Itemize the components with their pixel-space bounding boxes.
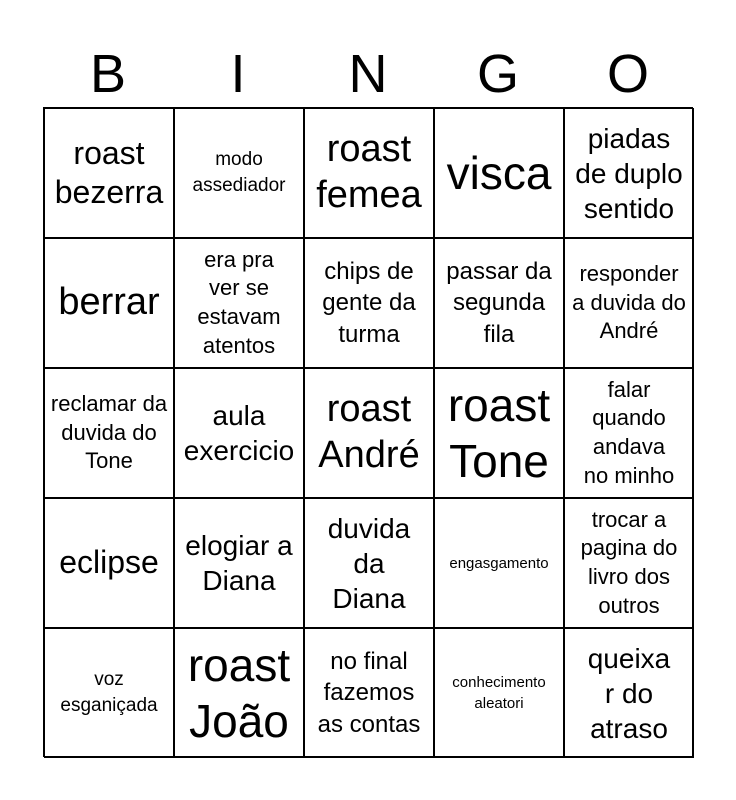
bingo-cell[interactable] bbox=[44, 368, 174, 498]
bingo-cell-text: voz esganiçada bbox=[60, 668, 158, 716]
bingo-header bbox=[43, 40, 693, 108]
bingo-cell-text: piadas de duplo sentido bbox=[575, 122, 683, 224]
bingo-cell[interactable] bbox=[434, 498, 564, 628]
bingo-cell-text: no final fazemos as contas bbox=[317, 648, 421, 738]
bingo-cell[interactable] bbox=[174, 238, 304, 368]
bingo-cell[interactable] bbox=[564, 108, 694, 238]
bingo-cell[interactable] bbox=[174, 368, 304, 498]
bingo-cell-text: roast André bbox=[318, 388, 420, 476]
bingo-cell[interactable] bbox=[44, 628, 174, 758]
bingo-cell[interactable] bbox=[304, 368, 434, 498]
bingo-cell-text: responder a duvida do André bbox=[572, 261, 686, 344]
bingo-cell-text: modo assediador bbox=[192, 148, 286, 196]
bingo-cell[interactable] bbox=[304, 498, 434, 628]
bingo-cell[interactable] bbox=[564, 368, 694, 498]
header-letter-n: N bbox=[348, 44, 388, 104]
bingo-cell[interactable] bbox=[564, 238, 694, 368]
bingo-cell-text: queixar do atraso bbox=[587, 642, 671, 744]
bingo-cell[interactable] bbox=[304, 238, 434, 368]
bingo-cell[interactable] bbox=[174, 108, 304, 238]
bingo-cell[interactable] bbox=[44, 498, 174, 628]
bingo-board bbox=[43, 107, 693, 757]
bingo-cell-text: falar quando andava no minho bbox=[583, 376, 675, 488]
bingo-cell-text: roast João bbox=[187, 638, 291, 747]
bingo-cell-text: era pra ver se estavam atentos bbox=[197, 246, 281, 358]
bingo-cell-text: roast bezerra bbox=[54, 134, 164, 210]
bingo-cell[interactable] bbox=[174, 628, 304, 758]
bingo-cell-text: aula exercicio bbox=[183, 400, 295, 466]
bingo-cell-text: elogiar a Diana bbox=[185, 530, 293, 596]
header-letter-g: G bbox=[476, 44, 519, 104]
bingo-cell-text: visca bbox=[446, 146, 552, 199]
bingo-cell[interactable] bbox=[434, 628, 564, 758]
bingo-cell-text: reclamar da duvida do Tone bbox=[50, 391, 168, 474]
bingo-cell[interactable] bbox=[434, 108, 564, 238]
bingo-cell[interactable] bbox=[44, 108, 174, 238]
bingo-cell-text: eclipse bbox=[59, 544, 159, 581]
bingo-cell[interactable] bbox=[434, 238, 564, 368]
bingo-cell[interactable] bbox=[434, 368, 564, 498]
header-letter-o: O bbox=[606, 44, 649, 104]
bingo-cell-text: engasgamento bbox=[449, 554, 549, 572]
bingo-cell-text: roast femea bbox=[316, 128, 422, 216]
header-letter-i: I bbox=[230, 44, 246, 104]
bingo-cell[interactable] bbox=[564, 628, 694, 758]
bingo-cell-text: trocar a pagina do livro dos outros bbox=[580, 506, 678, 618]
bingo-cell[interactable] bbox=[304, 108, 434, 238]
bingo-cell-text: duvida da Diana bbox=[327, 512, 411, 614]
bingo-cell[interactable] bbox=[564, 498, 694, 628]
bingo-cell-text: conhecimento aleatori bbox=[452, 674, 546, 712]
bingo-cell-text: chips de gente da turma bbox=[322, 258, 416, 348]
header-letter-b: B bbox=[89, 44, 127, 104]
bingo-cell[interactable] bbox=[44, 238, 174, 368]
bingo-cell-text: berrar bbox=[58, 281, 160, 324]
bingo-cell-text: roast Tone bbox=[447, 378, 551, 487]
bingo-cell-text: passar da segunda fila bbox=[446, 258, 552, 348]
bingo-cell[interactable] bbox=[174, 498, 304, 628]
bingo-cell[interactable] bbox=[304, 628, 434, 758]
